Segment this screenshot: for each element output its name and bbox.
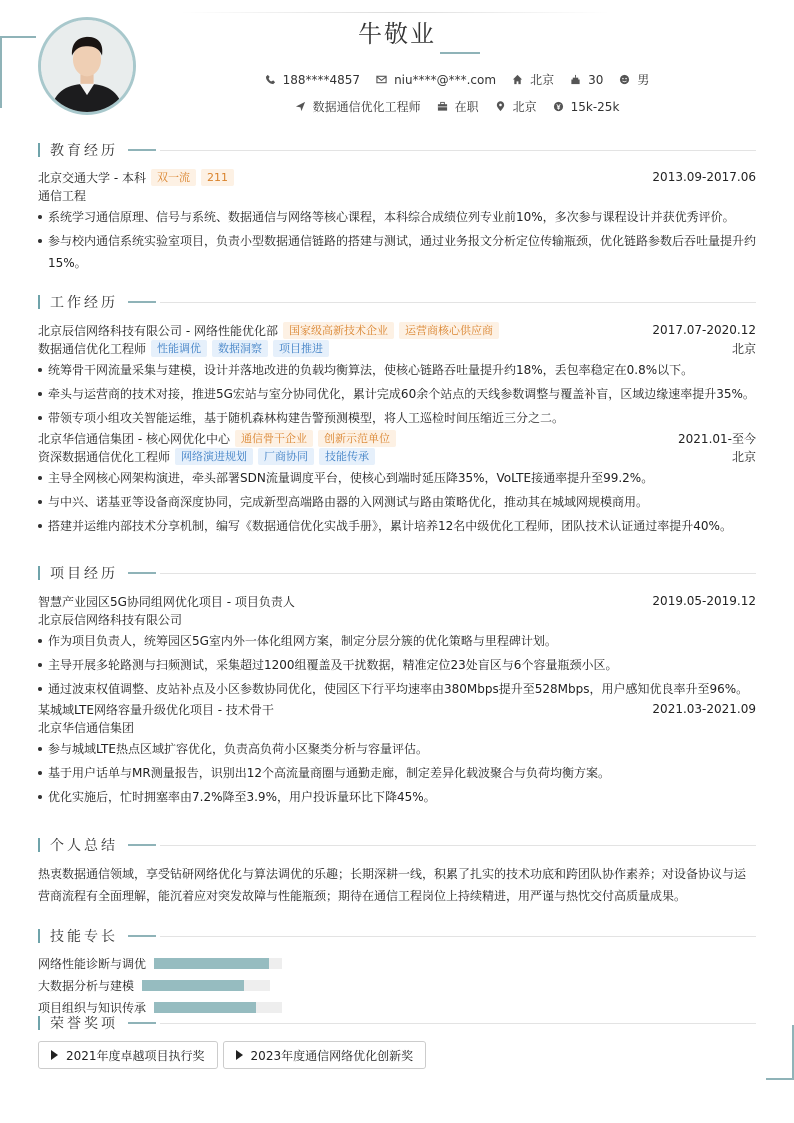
education-bullet: 系统学习通信原理、信号与系统、数据通信与网络等核心课程，本科综合成绩位列专业前10%，多次参与课程设计并获优秀评价。 (38, 206, 756, 228)
major: 通信工程 (38, 188, 87, 203)
section-accent-bar (38, 295, 40, 309)
awards-list (38, 1041, 756, 1069)
home-icon (512, 74, 523, 85)
project-bullet: 作为项目负责人，统筹园区5G室内外一体化组网方案，制定分层分簇的优化策略与里程碑计划。 (38, 630, 756, 652)
phone-text: 188****4857 (282, 72, 361, 87)
work-bullet: 牵头与运营商的技术对接，推进5G宏站与室分协同优化，累计完成60余个站点的天线参数调整与覆盖补盲，区域边缘速率提升35%。 (38, 383, 756, 405)
contact-home (512, 71, 554, 88)
cake-icon (570, 74, 581, 85)
job-title: 资深数据通信优化工程师 (38, 449, 171, 464)
project-org-row (38, 718, 756, 736)
work-bullet: 统筹骨干网流量采集与建模，设计并落地改进的负载均衡算法，使核心链路吞吐量提升约18%，丢包率稳定在0.8%以下。 (38, 359, 756, 381)
project-name: 某城域LTE网络容量升级优化项目 - 技术骨干 (38, 702, 274, 717)
work-bullet: 搭建并运维内部技术分享机制，编写《数据通信优化实战手册》，累计培养12名中级优化工程师，团队技术认证通过率提升40%。 (38, 515, 756, 537)
skill-tag: 项目推进 (273, 340, 329, 357)
play-triangle-icon (236, 1050, 243, 1060)
money-icon (553, 101, 564, 112)
section-accent-bar (38, 838, 40, 852)
contact-email (376, 73, 496, 87)
education-section (38, 141, 756, 274)
work-date: 2021.01-至今 (678, 431, 756, 446)
section-title: 技能专长 (50, 929, 118, 945)
mail-icon (376, 74, 387, 85)
intent-position (295, 98, 421, 115)
project-name: 智慧产业园区5G协同组网优化项目 - 项目负责人 (38, 594, 295, 609)
section-header (38, 564, 756, 582)
work-title-row (38, 447, 756, 465)
skill-item (38, 952, 399, 974)
education-header-row (38, 168, 756, 186)
location-pin-icon (495, 101, 506, 112)
skill-item (38, 974, 399, 996)
home-text: 北京 (530, 73, 555, 87)
skill-tag: 厂商协同 (258, 448, 314, 465)
school-tag: 211 (201, 169, 234, 186)
section-header (38, 927, 756, 945)
company-tag: 国家级高新技术企业 (283, 322, 394, 339)
section-line (160, 1023, 756, 1024)
skill-grid (38, 952, 756, 1018)
work-bullet: 带领专项小组攻关智能运维，基于随机森林构建告警预测模型，将人工巡检时间压缩近三分之二。 (38, 407, 756, 429)
section-accent-bar (38, 929, 40, 943)
intent-city (495, 98, 537, 115)
job-title: 数据通信优化工程师 (38, 341, 147, 356)
phone-icon (265, 74, 276, 85)
skill-tag: 数据洞察 (212, 340, 268, 357)
section-dash (128, 572, 156, 574)
summary-section (38, 836, 756, 907)
work-bullet: 主导全网核心网架构演进，牵头部署SDN流量调度平台，使核心到端时延压降35%，VoLTE接通率提升至99.2%。 (38, 467, 756, 489)
company-name: 北京辰信网络科技有限公司 - 网络性能优化部 (38, 323, 278, 338)
section-dash (128, 1022, 156, 1024)
company-tag: 运营商核心供应商 (399, 322, 499, 339)
contact-gender (619, 71, 649, 88)
section-title: 工作经历 (50, 295, 118, 311)
company-name: 北京华信通信集团 - 核心网优化中心 (38, 431, 230, 446)
intent-salary (553, 100, 620, 114)
skill-bar-fill (154, 1002, 256, 1013)
section-header (38, 836, 756, 854)
section-line (160, 573, 756, 574)
award-label: 2021年度卓越项目执行奖 (66, 1048, 205, 1063)
school-name: 北京交通大学 - 本科 (38, 170, 146, 185)
section-line (160, 302, 756, 303)
section-title: 荣誉奖项 (50, 1016, 118, 1032)
school-tag: 双一流 (151, 169, 196, 186)
section-accent-bar (38, 566, 40, 580)
education-date: 2013.09-2017.06 (652, 170, 756, 184)
section-header (38, 1014, 756, 1032)
project-header-row (38, 592, 756, 610)
email-text: niu****@***.com (394, 72, 497, 87)
section-dash (128, 935, 156, 937)
section-title: 个人总结 (50, 838, 118, 854)
work-date: 2017.07-2020.12 (652, 323, 756, 337)
project-org: 北京辰信网络科技有限公司 (38, 612, 183, 627)
status-text: 在职 (454, 100, 479, 114)
skill-tag: 技能传承 (319, 448, 375, 465)
work-header-row (38, 321, 756, 339)
skill-bar-fill (142, 980, 244, 991)
corner-decoration-bottom-right (766, 1025, 794, 1080)
award-item (223, 1041, 427, 1069)
face-icon (619, 74, 630, 85)
intent-status (437, 98, 479, 115)
section-dash (128, 149, 156, 151)
company-tag: 通信骨干企业 (235, 430, 313, 447)
send-icon (295, 101, 306, 112)
skill-bar (142, 980, 270, 991)
project-date: 2021.03-2021.09 (652, 702, 756, 716)
work-header-row (38, 429, 756, 447)
skill-name: 大数据分析与建模 (38, 978, 135, 993)
name-underline (440, 52, 480, 54)
skill-bar (154, 958, 282, 969)
education-bullet: 参与校内通信系统实验室项目，负责小型数据通信链路的搭建与测试，通过业务报文分析定位传输瓶颈，优化链路参数后吞吐量提升约15%。 (38, 230, 756, 274)
gender-text: 男 (637, 73, 650, 87)
company-tag: 创新示范单位 (318, 430, 396, 447)
work-title-row (38, 339, 756, 357)
project-bullet: 基于用户话单与MR测量报告，识别出12个高流量商圈与通勤走廊，制定差异化载波聚合与负荷均衡方案。 (38, 762, 756, 784)
skill-bar-fill (154, 958, 269, 969)
summary-text: 热衷数据通信领域，享受钻研网络优化与算法调优的乐趣；长期深耕一线，积累了扎实的技术功底和跨团队协作素养；对设备协议与运营商流程有全面理解，能沉着应对突发故障与性能瓶颈；期待在通信工程岗位上持续精进，用严谨与热忱交付高质量成果。 (38, 867, 747, 903)
salary-text: 15k-25k (570, 99, 620, 114)
education-major-row (38, 186, 756, 204)
section-title: 项目经历 (50, 566, 118, 582)
project-header-row (38, 700, 756, 718)
awards-section (38, 1014, 756, 1069)
candidate-name: 牛敬业 (358, 20, 436, 48)
project-bullet: 优化实施后，忙时拥塞率由7.2%降至3.9%，用户投诉量环比下降45%。 (38, 786, 756, 808)
contact-age (570, 73, 603, 87)
skill-tag: 性能调优 (151, 340, 207, 357)
project-org-row (38, 610, 756, 628)
work-bullet: 与中兴、诺基亚等设备商深度协同，完成新型高端路由器的入网测试与路由策略优化，推动其在城域网规模商用。 (38, 491, 756, 513)
section-title: 教育经历 (50, 143, 118, 159)
work-city: 北京 (731, 341, 756, 356)
project-org: 北京华信通信集团 (38, 720, 135, 735)
project-bullet: 通过波束权值调整、皮站补点及小区参数协同优化，使园区下行平均速率由380Mbps提升至528Mbps，用户感知优良率升至96%。 (38, 678, 756, 700)
skill-name: 项目组织与知识传承 (38, 1000, 147, 1015)
top-decor-line (180, 12, 610, 13)
award-item (38, 1041, 218, 1069)
briefcase-icon (437, 101, 448, 112)
section-accent-bar (38, 143, 40, 157)
play-triangle-icon (51, 1050, 58, 1060)
work-section (38, 293, 756, 537)
project-section (38, 564, 756, 808)
contact-row (200, 71, 714, 88)
skills-section (38, 927, 756, 1018)
intent-row (200, 98, 714, 115)
section-line (160, 936, 756, 937)
skill-tag: 网络演进规划 (175, 448, 253, 465)
section-header (38, 293, 756, 311)
section-dash (128, 844, 156, 846)
section-line (160, 845, 756, 846)
section-dash (128, 301, 156, 303)
work-city: 北京 (731, 449, 756, 464)
project-date: 2019.05-2019.12 (652, 594, 756, 608)
skill-bar (154, 1002, 282, 1013)
contact-phone (265, 73, 360, 87)
age-text: 30 (588, 72, 604, 87)
position-text: 数据通信优化工程师 (312, 100, 421, 114)
section-accent-bar (38, 1016, 40, 1030)
section-header (38, 141, 756, 159)
award-label: 2023年度通信网络优化创新奖 (250, 1048, 414, 1063)
project-bullet: 主导开展多轮路测与扫频测试，采集超过1200组覆盖及干扰数据，精准定位23处盲区与6个容量瓶颈小区。 (38, 654, 756, 676)
city-text: 北京 (512, 100, 537, 114)
skill-name: 网络性能诊断与调优 (38, 956, 147, 971)
project-bullet: 参与城域LTE热点区域扩容优化，负责高负荷小区聚类分析与容量评估。 (38, 738, 756, 760)
section-line (160, 150, 756, 151)
